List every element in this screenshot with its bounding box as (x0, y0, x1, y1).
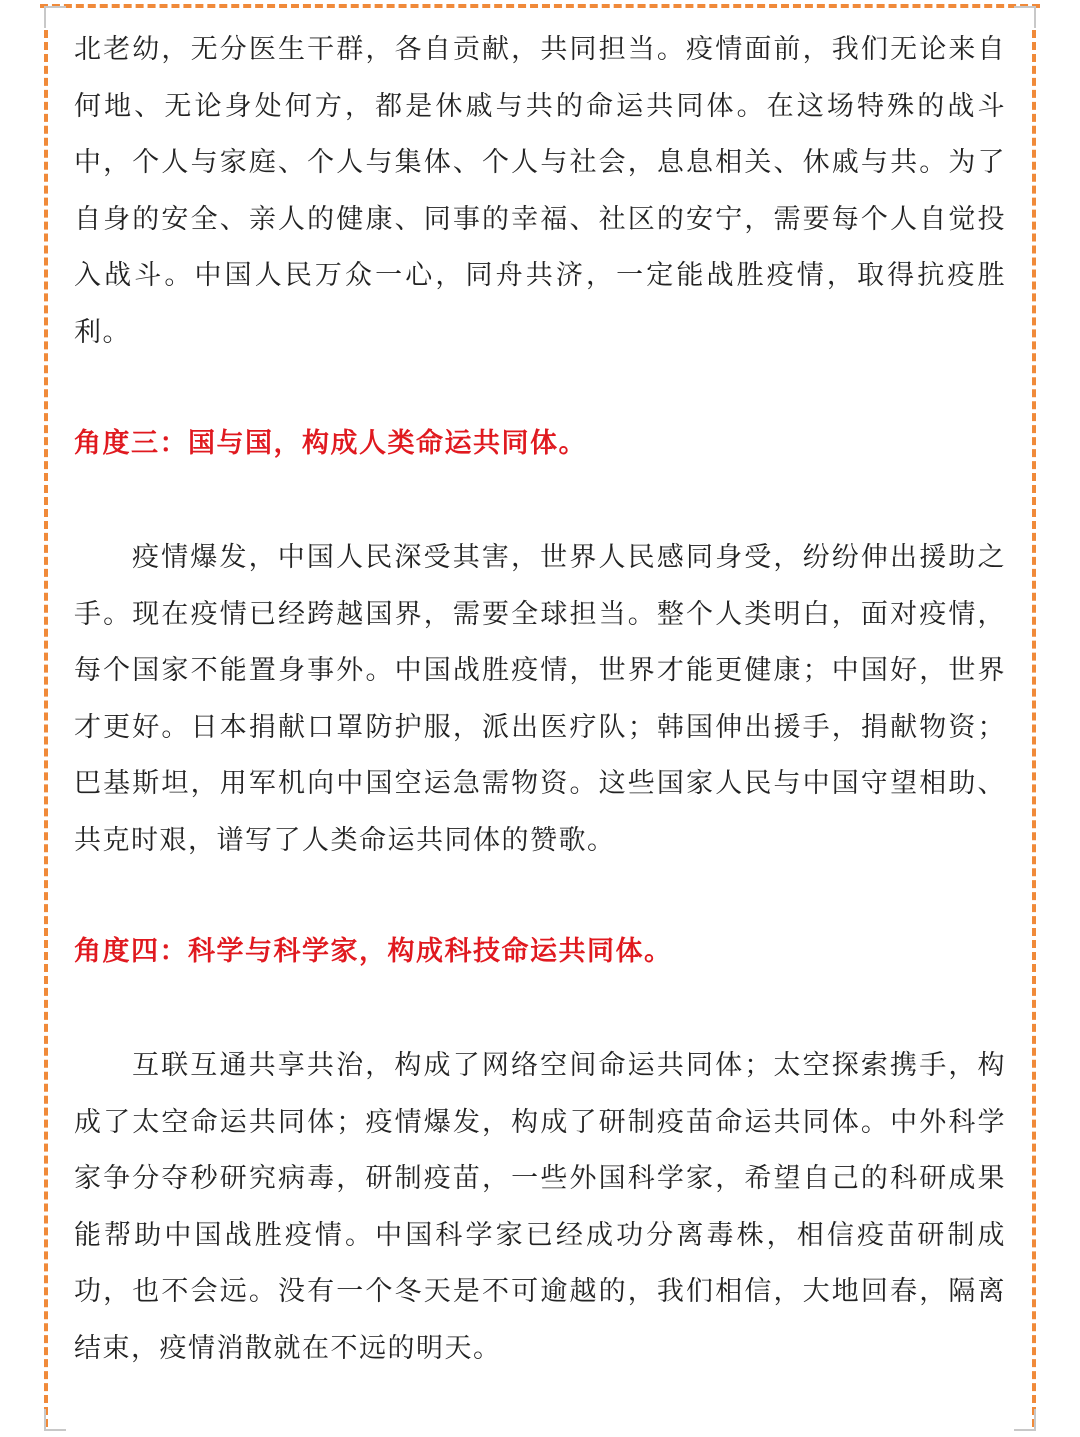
dashed-border-right (1032, 30, 1036, 1427)
spacer (74, 361, 1006, 416)
paragraph-intro: 北老幼，无分医生干群，各自贡献，共同担当。疫情面前，我们无论来自何地、无论身处何方，都是休戚与共的命运共同体。在这场特殊的战斗中，个人与家庭、个人与集体、个人与社会，息息相关、休戚与共。为了自身的安全、亲人的健康、同事的幸福、社区的安宁，需要每个人自觉投入战斗。中国人民万众一心，同舟共济，一定能战胜疫情，取得抗疫胜利。 (74, 34, 1006, 348)
dashed-border-top (40, 4, 1040, 8)
corner-mark (44, 6, 66, 28)
dashed-border-left (44, 30, 48, 1427)
article-body (74, 22, 1006, 1377)
paragraph-nations: 疫情爆发，中国人民深受其害，世界人民感同身受，纷纷伸出援助之手。现在疫情已经跨越国界，需要全球担当。整个人类明白，面对疫情，每个国家不能置身事外。中国战胜疫情，世界才能更健康；中国好，世界才更好。日本捐献口罩防护服，派出医疗队；韩国伸出援手，捐献物资；巴基斯坦，用军机向中国空运急需物资。这些国家人民与中国守望相助、共克时艰，谱写了人类命运共同体的赞歌。 (74, 542, 1006, 856)
paragraph-science: 互联互通共享共治，构成了网络空间命运共同体；太空探索携手，构成了太空命运共同体；疫情爆发，构成了研制疫苗命运共同体。中外科学家争分夺秒研究病毒，研制疫苗，一些外国科学家，希望自己的科研成果能帮助中国战胜疫情。中国科学家已经成功分离毒株，相信疫苗研制成功，也不会远。没有一个冬天是不可逾越的，我们相信，大地回春，隔离结束，疫情消散就在不远的明天。 (74, 1050, 1006, 1364)
corner-mark (44, 1409, 66, 1431)
spacer (74, 472, 1006, 530)
corner-mark (1014, 6, 1036, 28)
spacer (74, 869, 1006, 924)
spacer (74, 980, 1006, 1038)
corner-mark (1014, 1409, 1036, 1431)
section-heading-4: 角度四：科学与科学家，构成科技命运共同体。 (74, 936, 673, 967)
section-heading-3: 角度三：国与国，构成人类命运共同体。 (74, 428, 587, 459)
